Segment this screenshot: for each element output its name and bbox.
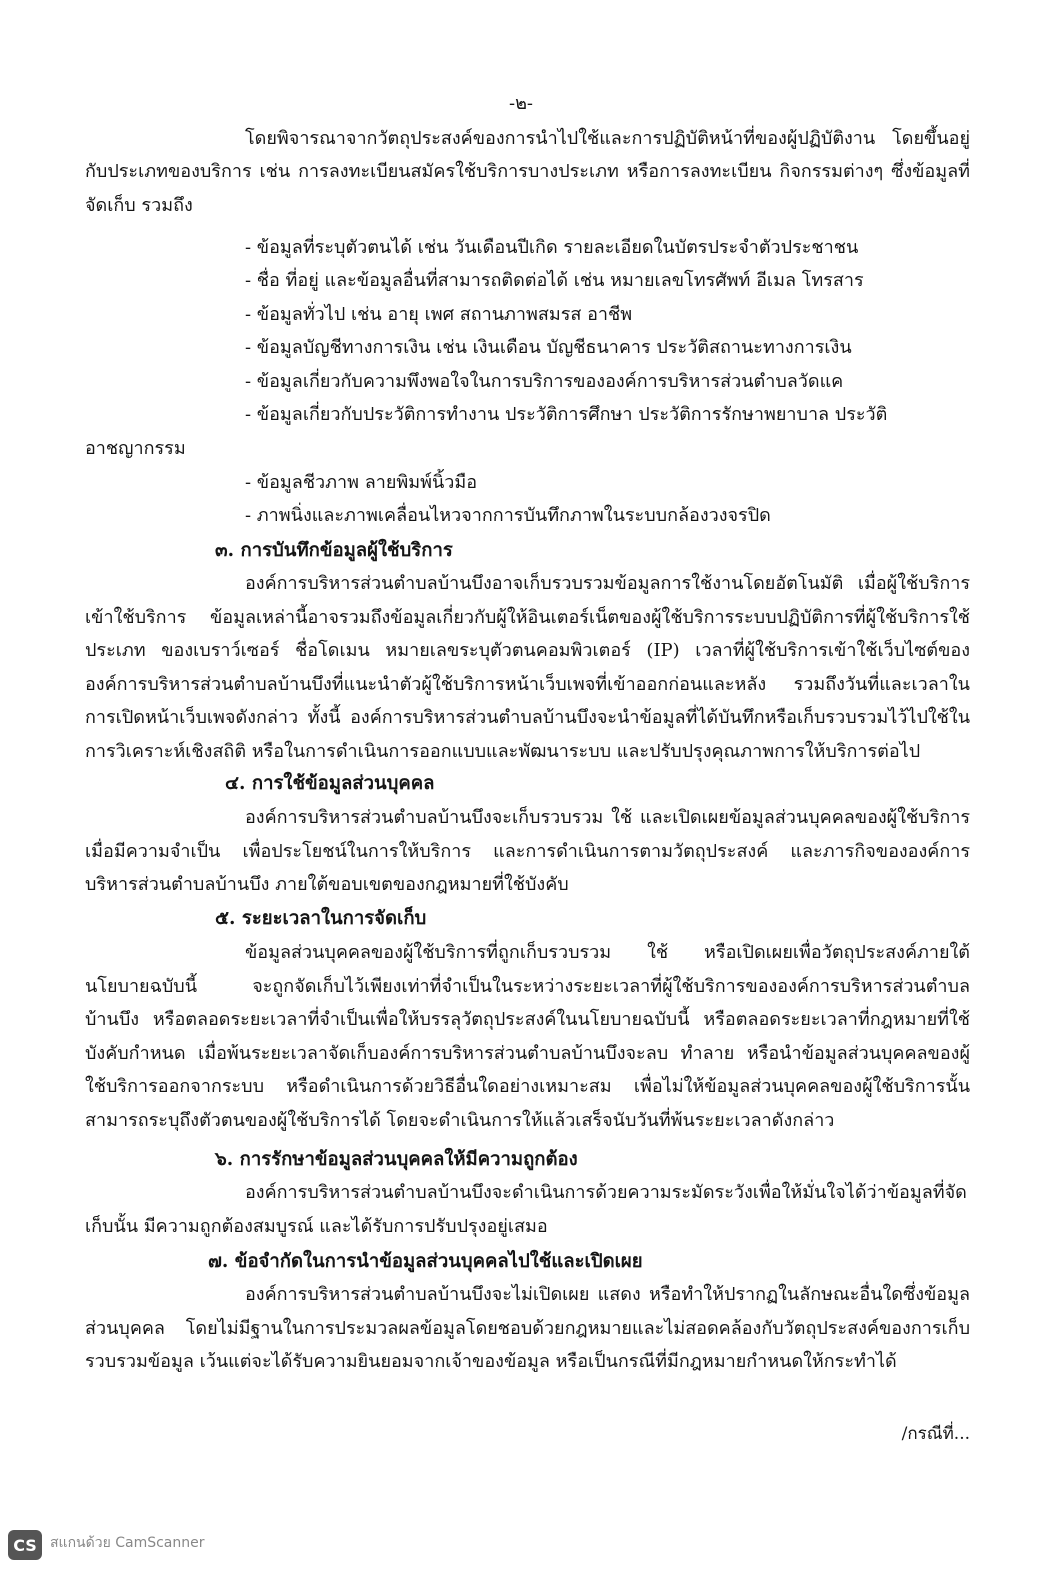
list-item: - ข้อมูลทั่วไป เช่น อายุ เพศ สถานภาพสมรส อาชีพ [245,303,633,325]
section-heading-4: ๔. การใช้ข้อมูลส่วนบุคคล [225,773,435,794]
list-item: - ข้อมูลชีวภาพ ลายพิมพ์นิ้วมือ [245,472,478,493]
page-number: -๒- [508,93,534,114]
data-items-list-2 [245,466,771,533]
section-heading-3: ๓. การบันทึกข้อมูลผู้ใช้บริการ [215,540,453,561]
section-body-3: องค์การบริหารส่วนตำบลบ้านบึงอาจเก็บรวบรวมข้อมูลการใช้งานโดยอัตโนมัติ เมื่อผู้ใช้บริการเข้าใช้บริการ ข้อมูลเหล่านี้อาจรวมถึงข้อมูลเกี่ยวกับผู้ให้อินเตอร์เน็ตของผู้ใช้บริการระบบปฏิบัติการที่ผู้ใช้บริการใช้ประเภท ของเบราว์เซอร์ ชื่อโดเมน หมายเลขระบุตัวตนคอมพิวเตอร์ (IP) เวลาที่ผู้ใช้บริการเข้าใช้เว็บไซต์ขององค์การบริหารส่วนตำบลบ้านบึงที่แนะนำตัวผู้ใช้บริการหน้าเว็บเพจที่เข้าออกก่อนและหลัง รวมถึงวันที่และเวลาในการเปิดหน้าเว็บเพจดังกล่าว ทั้งนี้ องค์การบริหารส่วนตำบลบ้านบึงจะนำข้อมูลที่ได้บันทึกหรือเก็บรวบรวมไว้ไปใช้ในการวิเคราะห์เชิงสถิติ หรือในการดำเนินการออกแบบและพัฒนาระบบ และปรับปรุงคุณภาพการให้บริการต่อไป [85,573,970,762]
camscanner-watermark: สแกนด้วย CamScanner [50,1535,205,1551]
section-heading-7: ๗. ข้อจำกัดในการนำข้อมูลส่วนบุคคลไปใช้และเปิดเผย [208,1251,643,1272]
section-heading-5: ๕. ระยะเวลาในการจัดเก็บ [215,908,427,929]
intro-paragraph-text: โดยพิจารณาจากวัตถุประสงค์ของการนำไปใช้และการปฏิบัติหน้าที่ของผู้ปฏิบัติงาน โดยขึ้นอยู่กับประเภทของบริการ เช่น การลงทะเบียนสมัครใช้บริการบางประเภท หรือการลงทะเบียน กิจกรรมต่างๆ ซึ่งข้อมูลที่จัดเก็บ รวมถึง [85,128,970,216]
section-body-7: องค์การบริหารส่วนตำบลบ้านบึงจะไม่เปิดเผย แสดง หรือทำให้ปรากฏในลักษณะอื่นใดซึ่งข้อมูลส่วนบุคคล โดยไม่มีฐานในการประมวลผลข้อมูลโดยชอบด้วยกฎหมายและไม่สอดคล้องกับวัตถุประสงค์ของการเก็บ รวบรวมข้อมูล เว้นแต่จะได้รับความยินยอมจากเจ้าของข้อมูล หรือเป็นกรณีที่มีกฎหมายกำหนดให้กระทำได้ [85,1284,970,1372]
list-item: - ข้อมูลเกี่ยวกับประวัติการทำงาน ประวัติการศึกษา ประวัติการรักษาพยาบาล ประวัติ [245,404,888,426]
list-item: - ภาพนิ่งและภาพเคลื่อนไหวจากการบันทึกภาพในระบบกล้องวงจรปิด [245,505,771,527]
list-item-continuation: อาชญากรรม [85,438,186,459]
section-body-6: องค์การบริหารส่วนตำบลบ้านบึงจะดำเนินการด้วยความระมัดระวังเพื่อให้มั่นใจได้ว่าข้อมูลที่จัดเก็บนั้น มีความถูกต้องสมบูรณ์ และได้รับการปรับปรุงอยู่เสมอ [85,1182,967,1237]
list-item: - ข้อมูลบัญชีทางการเงิน เช่น เงินเดือน บัญชีธนาคาร ประวัติสถานะทางการเงิน [245,337,852,359]
continued-marker: /กรณีที่... [901,1424,970,1444]
section-body-4: องค์การบริหารส่วนตำบลบ้านบึงจะเก็บรวบรวม ใช้ และเปิดเผยข้อมูลส่วนบุคคลของผู้ใช้บริการเมื่อมีความจำเป็น เพื่อประโยชน์ในการให้บริการ และการดำเนินการตามวัตถุประสงค์ และภารกิจขององค์การบริหารส่วนตำบลบ้านบึง ภายใต้ขอบเขตของกฎหมายที่ใช้บังคับ [85,807,970,895]
list-item: - ข้อมูลที่ระบุตัวตนได้ เช่น วันเดือนปีเกิด รายละเอียดในบัตรประจำตัวประชาชน [245,237,859,258]
list-item: - ข้อมูลเกี่ยวกับความพึงพอใจในการบริการขององค์การบริหารส่วนตำบลวัดแค [245,370,844,392]
camscanner-logo-icon: CS [8,1530,42,1560]
data-items-list [245,231,970,431]
section-heading-6: ๖. การรักษาข้อมูลส่วนบุคคลให้มีความถูกต้อง [215,1149,578,1170]
list-item: - ชื่อ ที่อยู่ และข้อมูลอื่นที่สามารถติดต่อได้ เช่น หมายเลขโทรศัพท์ อีเมล โทรสาร [245,270,864,292]
intro-paragraph [85,122,970,222]
section-body-5: ข้อมูลส่วนบุคคลของผู้ใช้บริการที่ถูกเก็บรวบรวม ใช้ หรือเปิดเผยเพื่อวัตถุประสงค์ภายใต้นโยบายฉบับนี้ จะถูกจัดเก็บไว้เพียงเท่าที่จำเป็นในระหว่างระยะเวลาที่ผู้ใช้บริการขององค์การบริหารส่วนตำบลบ้านบึง หรือตลอดระยะเวลาที่จำเป็นเพื่อให้บรรลุวัตถุประสงค์ในนโยบายฉบับนี้ หรือตลอดระยะเวลาที่กฎหมายที่ใช้บังคับกำหนด เมื่อพ้นระยะเวลาจัดเก็บองค์การบริหารส่วนตำบลบ้านบึงจะลบ ทำลาย หรือนำข้อมูลส่วนบุคคลของผู้ใช้บริการออกจากระบบ หรือดำเนินการด้วยวิธีอื่นใดอย่างเหมาะสม เพื่อไม่ให้ข้อมูลส่วนบุคคลของผู้ใช้บริการนั้นสามารถระบุถึงตัวตนของผู้ใช้บริการได้ โดยจะดำเนินการให้แล้วเสร็จนับวันที่พ้นระยะเวลาดังกล่าว [85,942,970,1131]
